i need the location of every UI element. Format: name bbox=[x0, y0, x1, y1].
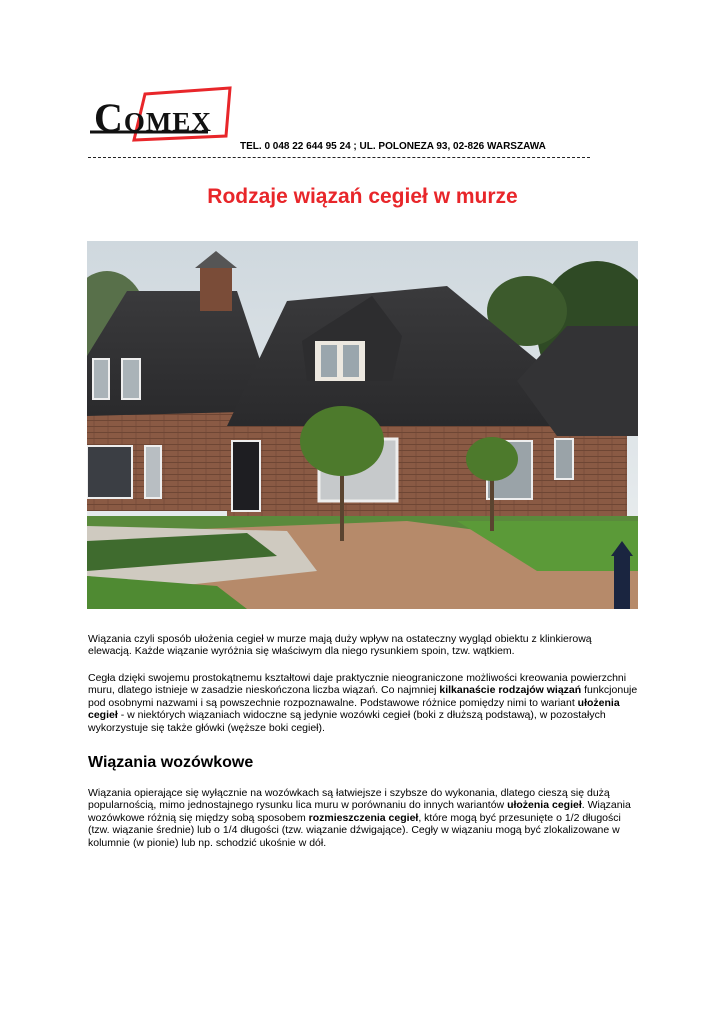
text-run: funkcjonuje pod osobnymi nazwami i są powszechnie rozpoznawalne. Podstawowe różnice pomiędzy nimi to wariant bbox=[88, 684, 638, 709]
comex-logo bbox=[90, 86, 235, 158]
intro-paragraph: Wiązania czyli sposób ułożenia cegieł w murze mają duży wpływ na ostateczny wygląd obiektu z klinkierową elewacją. Każde wiązanie wyróżnia się właściwym dla niego rysunkiem spoin, tzw. wątkiem. bbox=[88, 633, 592, 658]
bold-text: kilkanaście rodzajów wiązań bbox=[439, 684, 582, 697]
text-run: - w niektórych wiązaniach widoczne są jedynie wozówki cegieł (boki z dłuższą podstawą), w pozostałych wykorzystuje się także główki (węższe boki cegieł). bbox=[88, 709, 606, 734]
bold-text: ułożenia cegieł bbox=[88, 696, 620, 722]
bold-text: rozmieszczenia cegieł bbox=[308, 811, 419, 824]
logo-letters-omex: OMEX bbox=[123, 107, 212, 137]
header-divider bbox=[88, 157, 590, 165]
house-photo bbox=[87, 241, 638, 609]
logo-letter-c: C bbox=[94, 95, 124, 140]
text-run: , które mogą być przesunięte o 1/2 długości (tzw. wiązanie średnie) lub o 1/4 długości (tzw. wiązanie dźwigające). Cegły w wiązaniu mogą być zlokalizowane w kolumnie (w pionie) lub np. schodzić ukośnie w dół. bbox=[88, 811, 621, 849]
contact-info: TEL. 0 048 22 644 95 24 ; UL. POLONEZA 93, 02-826 WARSZAWA bbox=[240, 141, 546, 152]
bonds-paragraph bbox=[88, 672, 638, 734]
text-run: . Wiązania wozówkowe różnią się między sobą sposobem bbox=[88, 799, 631, 824]
stretcher-bonds-paragraph bbox=[88, 787, 638, 849]
section-heading: Wiązania wozówkowe bbox=[88, 754, 254, 771]
logo-wordmark bbox=[94, 95, 212, 140]
house-photo-icon bbox=[87, 241, 638, 609]
bold-text: ułożenia cegieł bbox=[507, 799, 582, 812]
text-run: Wiązania opierające się wyłącznie na wozówkach są łatwiejsze i szybsze do wykonania, dlatego cieszą się dużą popularnością, mimo jednostajnego rysunku lica muru w porównaniu do innych wariantów bbox=[88, 787, 610, 812]
text-run: Cegła dzięki swojemu prostokątnemu kształtowi daje praktycznie nieograniczone możliwości kreowania powierzchni muru, dlatego istnieje w zasadzie nieskończona liczba wiązań. Co najmniej bbox=[88, 672, 627, 697]
page-title: Rodzaje wiązań cegieł w murze bbox=[207, 185, 518, 208]
